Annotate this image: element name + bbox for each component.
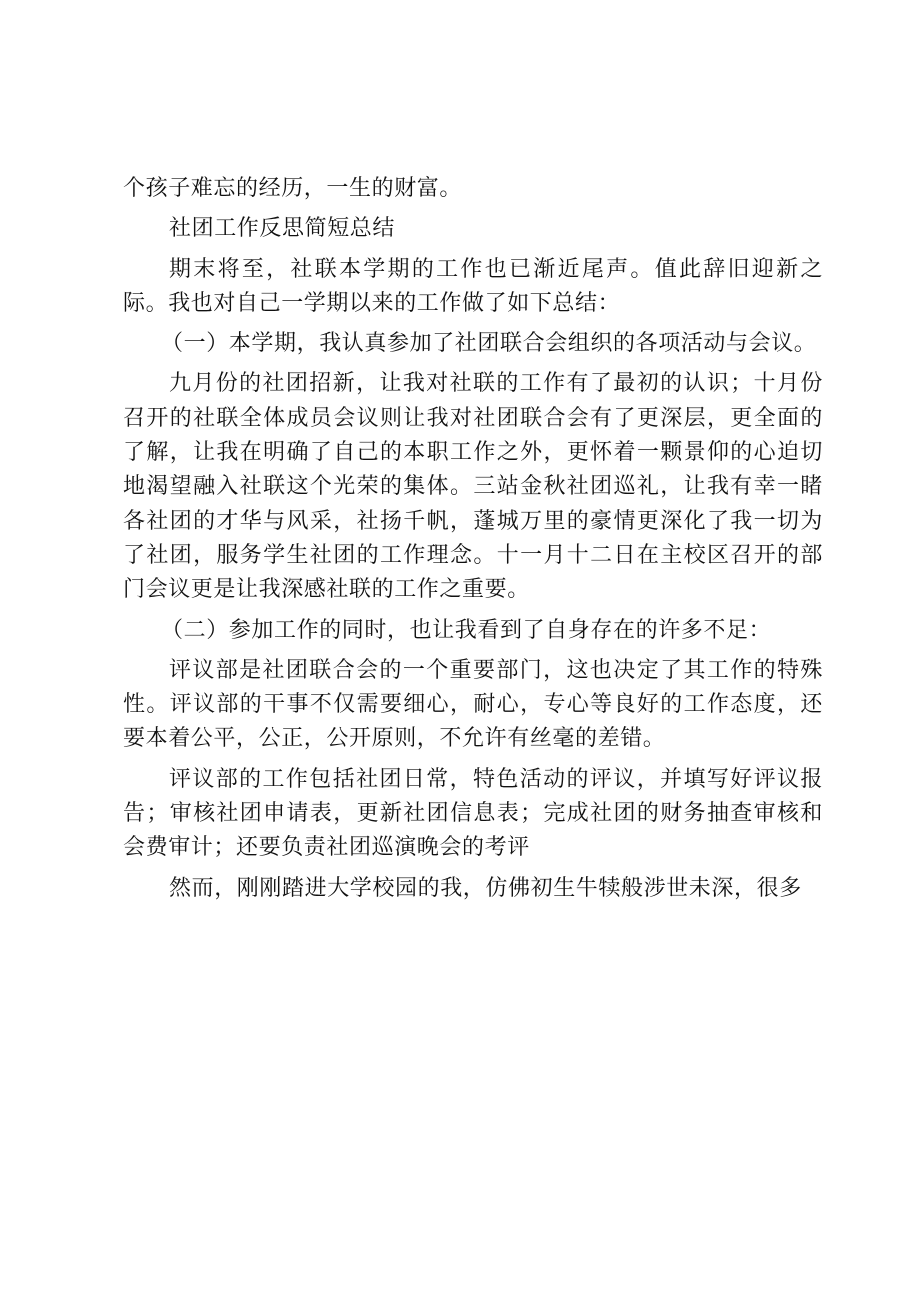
paragraph-department-role: 评议部是社团联合会的一个重要部门，这也决定了其工作的特殊性。评议部的干事不仅需要细心，耐心，专心等良好的工作态度，还要本着公平，公正，公开原则，不允许有丝毫的差错。 (123, 657, 823, 752)
paragraph-continuation: 个孩子难忘的经历，一生的财富。 (123, 176, 463, 201)
paragraph-reflection: 然而，刚刚踏进大学校园的我，仿佛初生牛犊般涉世未深，很多 (169, 875, 802, 901)
paragraph-department-duties: 评议部的工作包括社团日常，特色活动的评议，并填写好评议报告；审核社团申请表，更新社团信息表；完成社团的财务抽查审核和会费审计；还要负责社团巡演晚会的考评 (123, 766, 823, 861)
section-heading: 社团工作反思简短总结 (169, 216, 396, 242)
paragraph-point-two: （二）参加工作的同时，也让我看到了自身存在的许多不足： (161, 617, 772, 643)
paragraph-intro: 期末将至，社联本学期的工作也已渐近尾声。值此辞旧迎新之际。我也对自己一学期以来的工作做了如下总结： (123, 256, 823, 316)
document-body (123, 172, 823, 906)
paragraph-activities: 九月份的社团招新，让我对社联的工作有了最初的认识；十月份召开的社联全体成员会议则让我对社团联合会有了更深层，更全面的了解，让我在明确了自己的本职工作之外，更怀着一颗景仰的心迫切地渴望融入社联这个光荣的集体。三站金秋社团巡礼，让我有幸一睹各社团的才华与风采，社扬千帆，蓬城万里的豪情更深化了我一切为了社团，服务学生社团的工作理念。十一月十二日在主校区召开的部门会议更是让我深感社联的工作之重要。 (123, 371, 823, 603)
paragraph-point-one: （一）本学期，我认真参加了社团联合会组织的各项活动与会议。 (161, 331, 817, 357)
